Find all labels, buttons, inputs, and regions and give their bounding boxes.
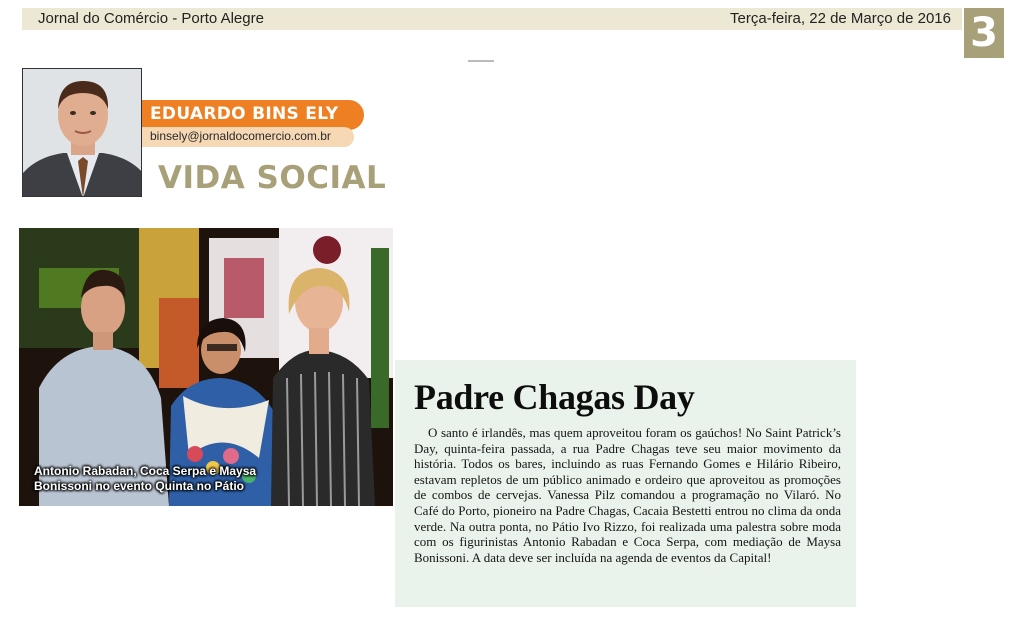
author-name: EDUARDO BINS ELY bbox=[150, 104, 339, 124]
author-portrait bbox=[22, 68, 142, 197]
author-email[interactable]: binsely@jornaldocomercio.com.br bbox=[150, 129, 331, 143]
photo-caption: Antonio Rabadan, Coca Serpa e Maysa Bonissoni no evento Quinta no Pátio bbox=[34, 464, 257, 493]
article-body: O santo é irlandês, mas quem aproveitou foram os gaúchos! No Saint Patrick’s Day, quinta-feira passada, a rua Padre Chagas teve seu maior movimento da história. Todos os bares, incluindo as ruas Fernando Gomes e Hilário Ribeiro, estavam repletos de um público animado e ordeiro que aproveitou as promoções de combos de cervejas. Vanessa Pilz comandou a programação no Vilaró. No Café do Porto, pioneiro na Padre Chagas, Cacaia Bestetti entrou no clima da onda verde. Na outra ponta, no Pátio Ivo Rizzo, foi realizada uma palestra sobre moda com os figurinistas Antonio Rabadan e Coca Serpa, com mediação de Maysa Bonissoni. A data deve ser incluída na agenda de eventos da Capital! bbox=[414, 425, 841, 565]
divider bbox=[468, 60, 494, 62]
author-portrait-illustration bbox=[23, 69, 142, 197]
page-number-badge: 3 bbox=[964, 8, 1004, 58]
article-title: Padre Chagas Day bbox=[414, 377, 695, 417]
newspaper-name: Jornal do Comércio - Porto Alegre bbox=[38, 10, 264, 27]
column-title: VIDA SOCIAL bbox=[158, 160, 387, 196]
publication-date: Terça-feira, 22 de Março de 2016 bbox=[730, 10, 951, 27]
